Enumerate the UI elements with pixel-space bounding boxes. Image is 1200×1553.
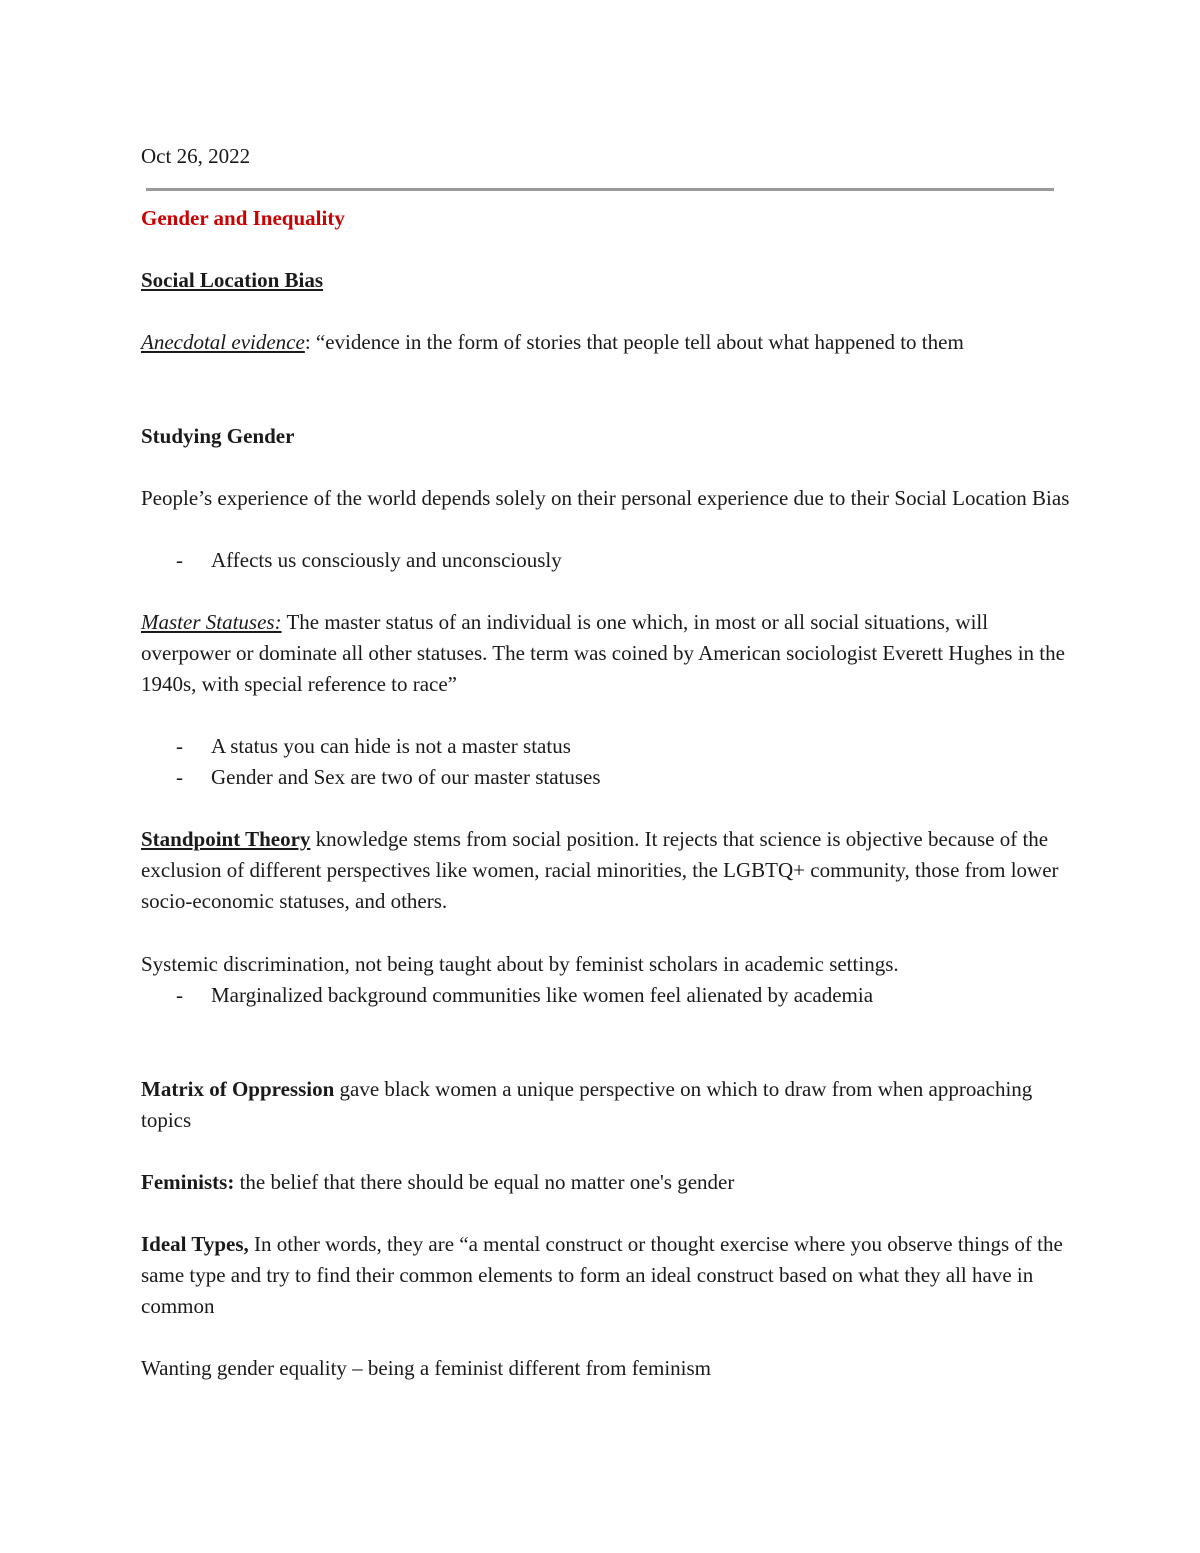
paragraph-systemic-discrimination: Systemic discrimination, not being taught about by feminist scholars in academic settings. (141, 952, 899, 976)
bullet-dash: - (176, 548, 183, 572)
heading-studying-gender: Studying Gender (141, 424, 295, 448)
ideal-types-definition: In other words, they are “a mental construct or thought exercise where you observe things of the same type and try to find their common elements to form an ideal construct based on what they all have in common (141, 1232, 1063, 1318)
document-title: Gender and Inequality (141, 206, 345, 230)
document-date: Oct 26, 2022 (141, 144, 251, 168)
paragraph-standpoint-theory (141, 824, 1071, 917)
paragraph-master-statuses (141, 607, 1071, 700)
bullet-dash: - (176, 765, 183, 789)
bullet-text: A status you can hide is not a master status (211, 734, 571, 758)
paragraph-wanting-gender-equality: Wanting gender equality – being a feminist different from feminism (141, 1356, 712, 1380)
term-standpoint-theory: Standpoint Theory (141, 827, 311, 851)
paragraph-ideal-types (141, 1229, 1071, 1322)
standpoint-definition: knowledge stems from social position. It rejects that science is objective because of the exclusion of different perspectives like women, racial minorities, the LGBTQ+ community, those from lower socio-economic statuses, and others. (141, 827, 1059, 913)
matrix-definition: gave black women a unique perspective on which to draw from when approaching topics (141, 1077, 1033, 1132)
horizontal-divider (146, 188, 1054, 191)
bullet-text: Affects us consciously and unconsciously (211, 548, 562, 572)
bullet-text: Marginalized background communities like women feel alienated by academia (211, 983, 874, 1007)
bullet-text: Gender and Sex are two of our master statuses (211, 765, 601, 789)
feminists-definition: the belief that there should be equal no matter one's gender (234, 1170, 735, 1194)
term-matrix-of-oppression: Matrix of Oppression (141, 1077, 335, 1101)
term-master-statuses: Master Statuses: (141, 610, 282, 634)
paragraph-feminists (141, 1167, 1071, 1198)
term-feminists: Feminists: (141, 1170, 235, 1194)
paragraph-matrix-of-oppression (141, 1074, 1071, 1136)
master-statuses-definition: The master status of an individual is one which, in most or all social situations, will overpower or dominate all other statuses. The term was coined by American sociologist Everett Hughes in the 1940s, with special reference to race” (141, 610, 1065, 696)
anecdotal-definition: : “evidence in the form of stories that people tell about what happened to them (304, 330, 964, 354)
term-ideal-types: Ideal Types, (141, 1232, 249, 1256)
term-anecdotal-evidence: Anecdotal evidence (141, 330, 305, 354)
heading-social-location-bias: Social Location Bias (141, 268, 324, 292)
paragraph-studying-gender: People’s experience of the world depends solely on their personal experience due to their Social Location Bias (141, 486, 1070, 510)
paragraph-anecdotal-evidence (141, 327, 1071, 358)
bullet-dash: - (176, 983, 183, 1007)
bullet-dash: - (176, 734, 183, 758)
